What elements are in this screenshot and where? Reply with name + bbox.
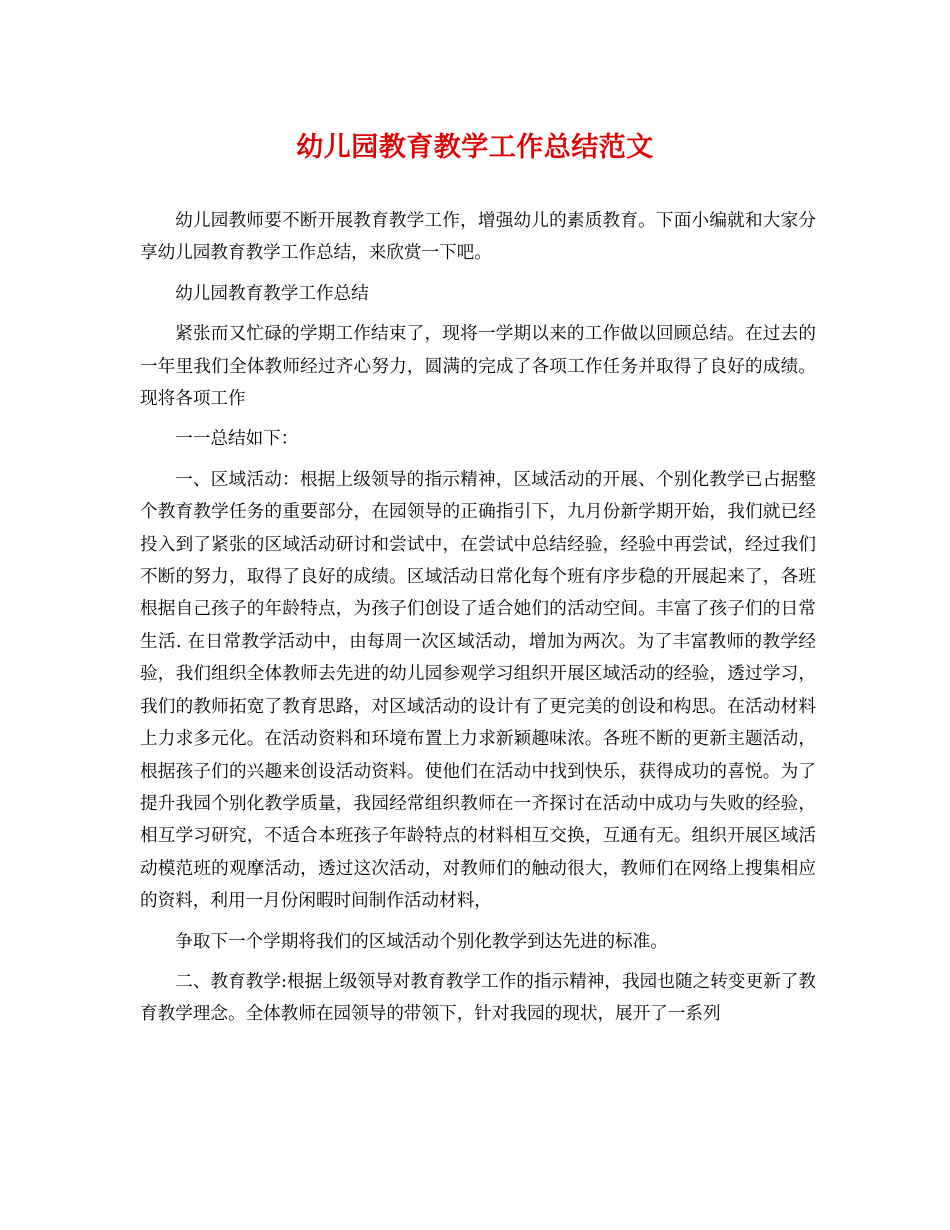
paragraph-summary: 紧张而又忙碌的学期工作结束了，现将一学期以来的工作做以回顾总结。在过去的一年里我们全体教师经过齐心努力，圆满的完成了各项工作任务并取得了良好的成绩。现将各项工作 (140, 324, 816, 410)
paragraph-subtitle: 幼儿园教育教学工作总结 (175, 283, 369, 304)
paragraph-summary-continued: 一一总结如下： (175, 429, 299, 450)
document-body (140, 205, 816, 1039)
paragraph-section-one: 一、区域活动：根据上级领导的指示精神，区域活动的开展、个别化教学已占据整个教育教学任务的重要部分，在园领导的正确指引下，九月份新学期开始，我们就已经投入到了紧张的区域活动研讨和尝试中，在尝试中总结经验，经验中再尝试，经过我们不断的努力，取得了良好的成绩。区域活动日常化每个班有序步稳的开展起来了，各班根据自己孩子的年龄特点，为孩子们创设了适合她们的活动空间。丰富了孩子们的日常生活. 在日常教学活动中，由每周一次区域活动，增加为两次。为了丰富教师的教学经验，我们组织全体教师去先进的幼儿园参观学习组织开展区域活动的经验，透过学习，我们的教师拓宽了教育思路，对区域活动的设计有了更完美的创设和构思。在活动材料上力求多元化。在活动资料和环境布置上力求新颖趣味浓。各班不断的更新主题活动，根据孩子们的兴趣来创设活动资料。使他们在活动中找到快乐，获得成功的喜悦。为了提升我园个别化教学质量，我园经常组织教师在一齐探讨在活动中成功与失败的经验，相互学习研究，不适合本班孩子年龄特点的材料相互交换，互通有无。组织开展区域活动模范班的观摩活动，透过这次活动，对教师们的触动很大，教师们在网络上搜集相应的资料，利用一月份闲暇时间制作活动材料， (140, 469, 816, 912)
document-title: 幼儿园教育教学工作总结范文 (296, 132, 654, 163)
paragraph-section-two: 二、教育教学:根据上级领导对教育教学工作的指示精神，我园也随之转变更新了教育教学理念。全体教师在园领导的带领下，针对我园的现状，展开了一系列 (140, 971, 816, 1025)
paragraph-section-one-goal: 争取下一个学期将我们的区域活动个别化教学到达先进的标准。 (175, 931, 668, 952)
paragraph-intro: 幼儿园教师要不断开展教育教学工作，增强幼儿的素质教育。下面小编就和大家分享幼儿园教育教学工作总结，来欣赏一下吧。 (140, 211, 816, 264)
